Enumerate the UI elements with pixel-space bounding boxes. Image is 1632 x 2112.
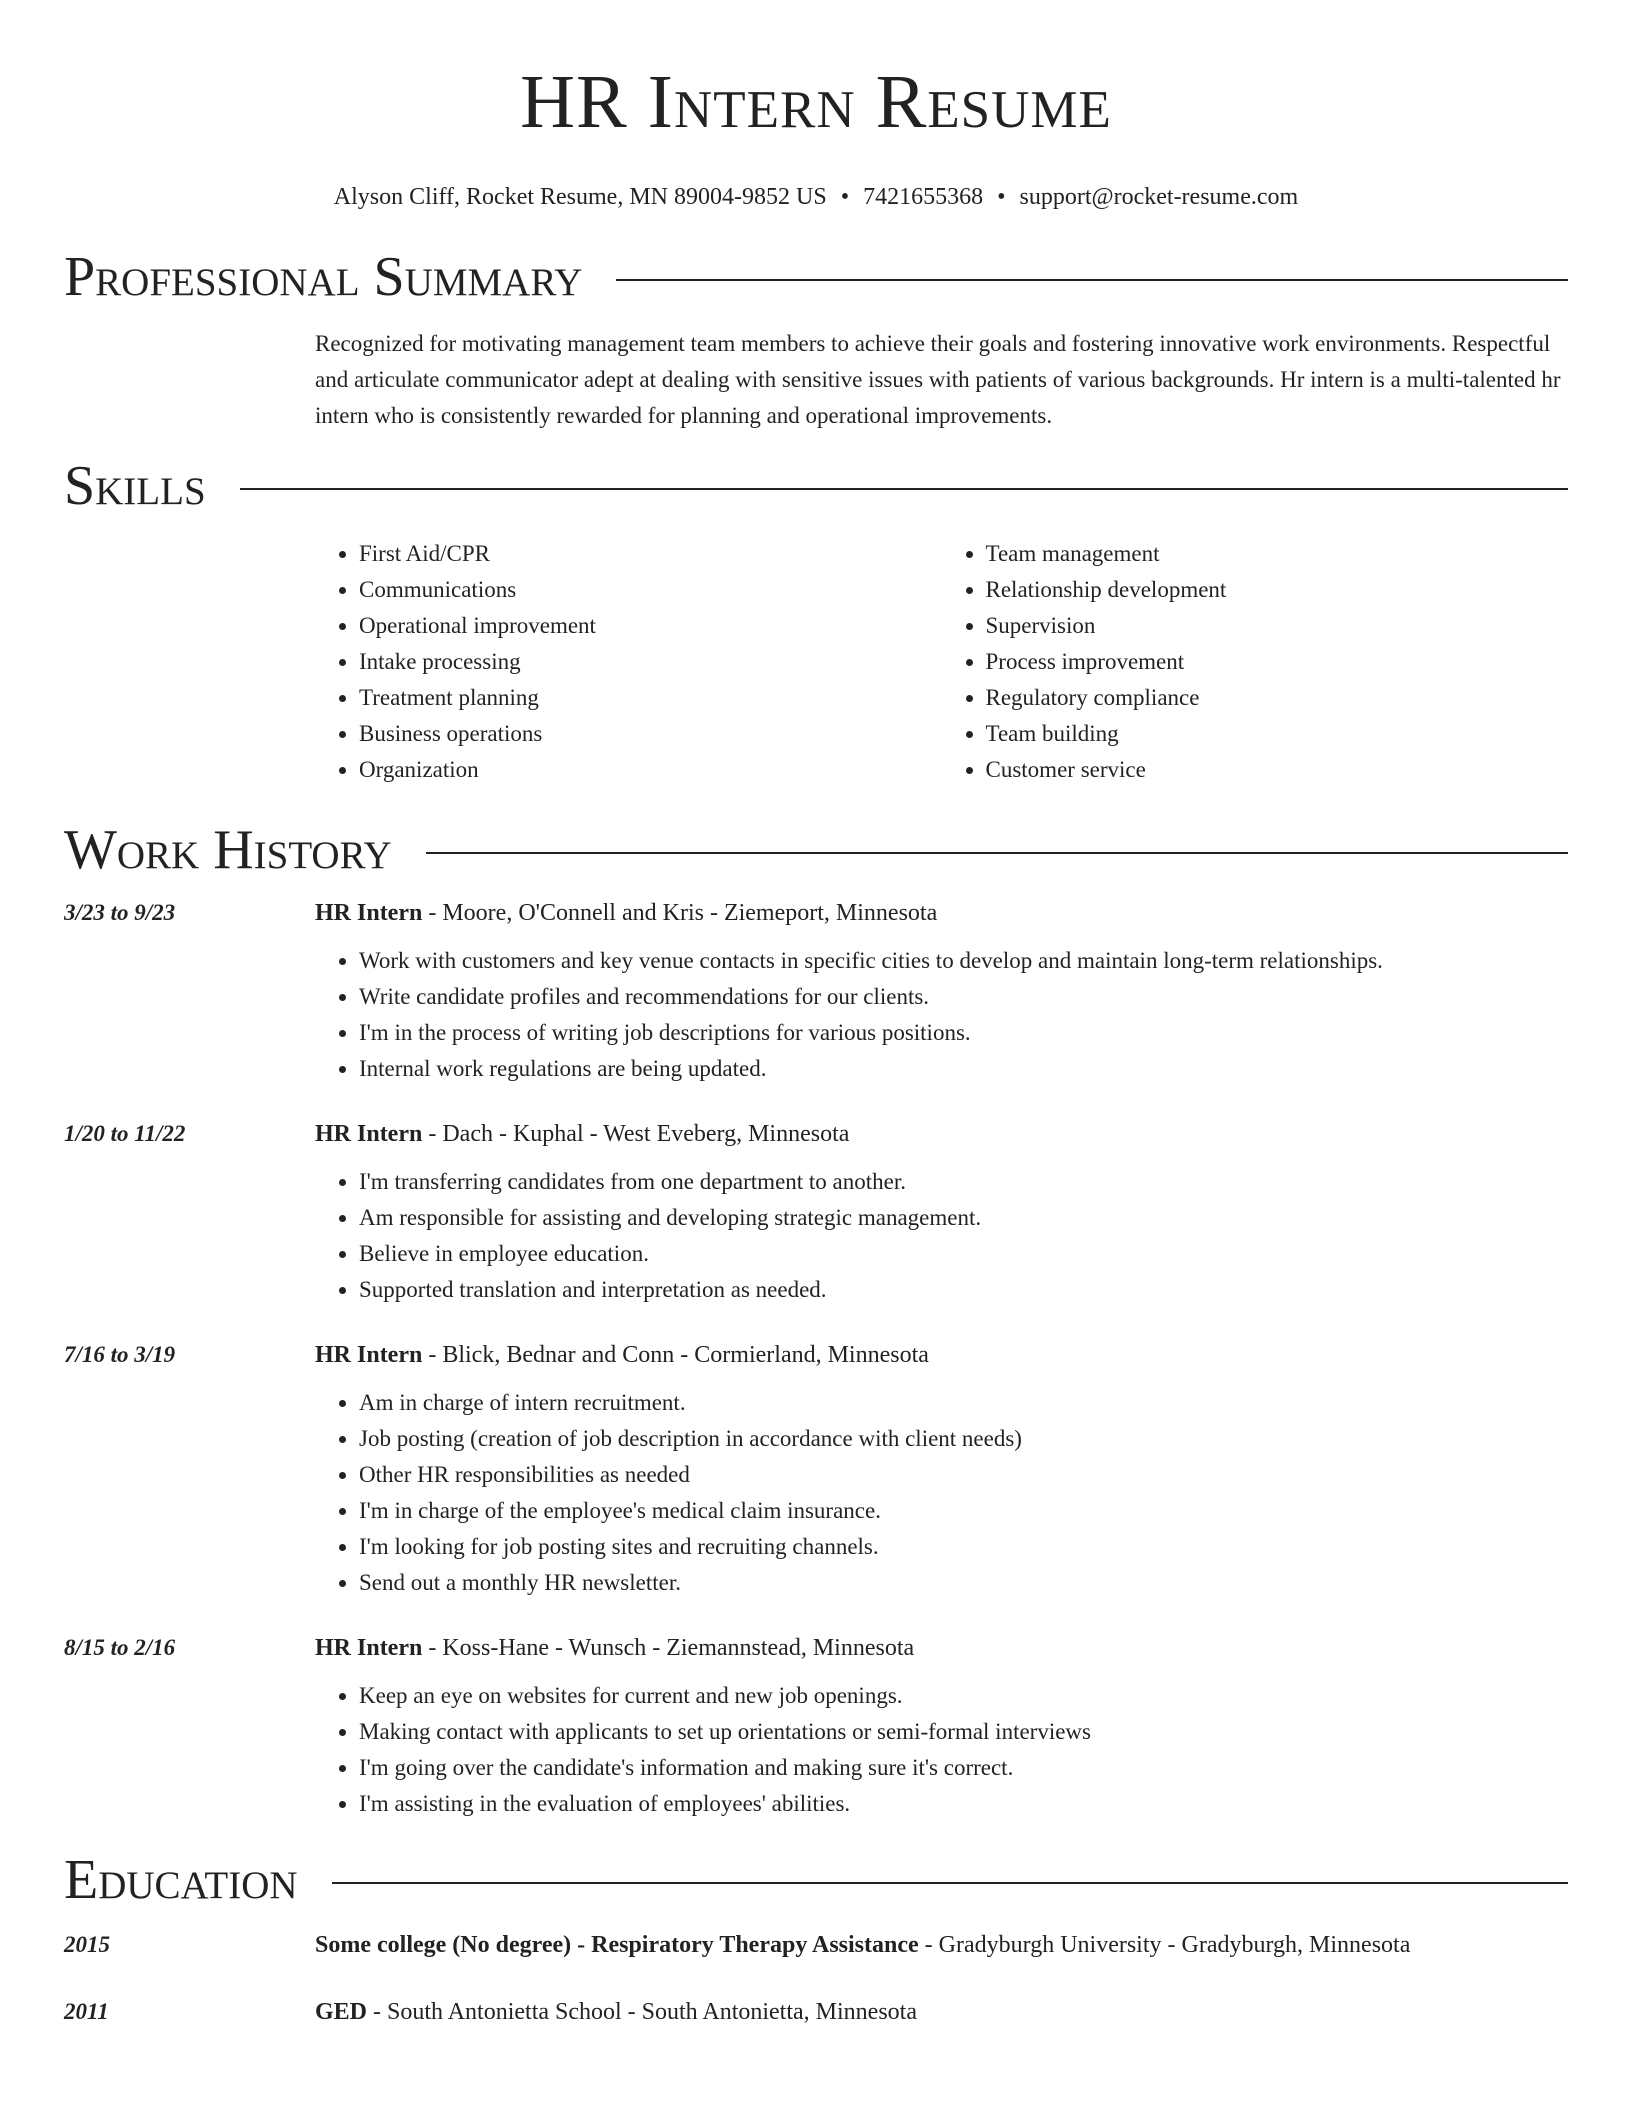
job-header — [64, 1121, 1568, 1148]
job-employer: - Moore, O'Connell and Kris - Ziemeport, Minnesota — [422, 900, 938, 926]
skill-item: • Treatment planning — [359, 680, 942, 716]
education-line — [315, 1999, 917, 2026]
education-heading: Education — [64, 1849, 298, 1911]
job-entry — [64, 1342, 1568, 1601]
skill-item: • Supervision — [986, 608, 1569, 644]
skill-item: • Intake processing — [359, 644, 942, 680]
job-bullet: • I'm assisting in the evaluation of employees' abilities. — [359, 1786, 1568, 1822]
work-section-header — [64, 818, 1568, 882]
skill-item: • Communications — [359, 572, 942, 608]
job-bullet: • I'm going over the candidate's information and making sure it's correct. — [359, 1750, 1568, 1786]
summary-section-header — [64, 245, 1568, 309]
contact-line — [64, 182, 1568, 212]
job-dates: 8/15 to 2/16 — [64, 1635, 176, 1660]
education-line — [315, 1932, 1410, 1959]
job-employer: - Dach - Kuphal - West Eveberg, Minnesota — [422, 1121, 850, 1147]
job-title: HR Intern — [315, 1635, 423, 1661]
job-title-line — [315, 900, 937, 927]
job-bullet: • Am responsible for assisting and developing strategic management. — [359, 1200, 1568, 1236]
job-bullet: • Work with customers and key venue contacts in specific cities to develop and maintain long-term relationships. — [359, 943, 1568, 979]
education-degree: GED — [315, 1999, 368, 2025]
skills-heading: Skills — [64, 455, 206, 517]
skill-item: • Team management — [986, 536, 1569, 572]
job-bullet: • Write candidate profiles and recommendations for our clients. — [359, 979, 1568, 1015]
job-bullet: • Job posting (creation of job description in accordance with client needs) — [359, 1421, 1568, 1457]
skills-column-left — [315, 536, 942, 788]
job-dates: 7/16 to 3/19 — [64, 1342, 176, 1367]
education-school: - South Antonietta School - South Antonietta, Minnesota — [367, 1999, 917, 2025]
skill-item: • Relationship development — [986, 572, 1569, 608]
education-entry — [64, 1999, 1568, 2026]
skill-item: • First Aid/CPR — [359, 536, 942, 572]
job-bullets — [315, 1164, 1568, 1308]
education-entry — [64, 1932, 1568, 1959]
contact-email: support@rocket-resume.com — [1019, 184, 1299, 210]
job-bullet: • Supported translation and interpretation as needed. — [359, 1272, 1568, 1308]
skills-list — [315, 536, 1568, 788]
job-bullet: • Believe in employee education. — [359, 1236, 1568, 1272]
job-title: HR Intern — [315, 900, 423, 926]
job-header — [64, 1635, 1568, 1662]
section-divider — [426, 852, 1568, 854]
skill-item: • Operational improvement — [359, 608, 942, 644]
job-employer: - Koss-Hane - Wunsch - Ziemannstead, Minnesota — [422, 1635, 915, 1661]
section-divider — [240, 488, 1568, 490]
job-employer: - Blick, Bednar and Conn - Cormierland, Minnesota — [422, 1342, 929, 1368]
job-title-line — [315, 1342, 929, 1369]
job-header — [64, 1342, 1568, 1369]
job-bullet: • Send out a monthly HR newsletter. — [359, 1565, 1568, 1601]
skill-item: • Team building — [986, 716, 1569, 752]
job-dates: 1/20 to 11/22 — [64, 1121, 186, 1146]
skill-item: • Regulatory compliance — [986, 680, 1569, 716]
job-title-line — [315, 1121, 849, 1148]
education-degree: Some college (No degree) - Respiratory Therapy Assistance — [315, 1932, 919, 1958]
education-school: - Gradyburgh University - Gradyburgh, Minnesota — [918, 1932, 1411, 1958]
section-divider — [616, 279, 1568, 281]
job-bullet: • Making contact with applicants to set up orientations or semi-formal interviews — [359, 1714, 1568, 1750]
job-bullets — [315, 943, 1568, 1087]
skills-column-right — [942, 536, 1569, 788]
job-bullets — [315, 1385, 1568, 1601]
job-entry — [64, 900, 1568, 1087]
contact-address: Alyson Cliff, Rocket Resume, MN 89004-9852 US — [333, 184, 827, 210]
resume-title: HR Intern Resume — [520, 60, 1112, 144]
skill-item: • Customer service — [986, 752, 1569, 788]
skill-item: • Organization — [359, 752, 942, 788]
job-title: HR Intern — [315, 1342, 423, 1368]
summary-text: Recognized for motivating management team members to achieve their goals and fostering innovative work environments. Respectful and articulate communicator adept at dealing with sensitive issues with patients of various backgrounds. Hr intern is a multi-talented hr intern who is consistently rewarded for planning and operational improvements. — [315, 331, 1561, 428]
resume-page — [64, 0, 1568, 2026]
job-bullet: • Internal work regulations are being updated. — [359, 1051, 1568, 1087]
job-title: HR Intern — [315, 1121, 423, 1147]
job-bullets — [315, 1678, 1568, 1822]
contact-phone: 7421655368 — [863, 184, 984, 210]
summary-heading: Professional Summary — [64, 246, 583, 308]
skill-item: • Business operations — [359, 716, 942, 752]
skills-section-header — [64, 454, 1568, 518]
education-section-header — [64, 1848, 1568, 1912]
job-dates: 3/23 to 9/23 — [64, 900, 176, 925]
job-bullet: • I'm in the process of writing job descriptions for various positions. — [359, 1015, 1568, 1051]
job-entry — [64, 1121, 1568, 1308]
contact-separator: • — [840, 184, 850, 210]
work-heading: Work History — [64, 819, 392, 881]
education-year: 2015 — [64, 1932, 110, 1957]
job-bullet: • Other HR responsibilities as needed — [359, 1457, 1568, 1493]
job-bullet: • I'm in charge of the employee's medical claim insurance. — [359, 1493, 1568, 1529]
education-year: 2011 — [64, 1999, 109, 2024]
job-title-line — [315, 1635, 914, 1662]
job-bullet: • I'm looking for job posting sites and recruiting channels. — [359, 1529, 1568, 1565]
job-bullet: • Am in charge of intern recruitment. — [359, 1385, 1568, 1421]
skill-item: • Process improvement — [986, 644, 1569, 680]
job-header — [64, 900, 1568, 927]
job-bullet: • Keep an eye on websites for current and new job openings. — [359, 1678, 1568, 1714]
section-divider — [332, 1882, 1568, 1884]
contact-separator: • — [997, 184, 1006, 210]
job-bullet: • I'm transferring candidates from one department to another. — [359, 1164, 1568, 1200]
job-entry — [64, 1635, 1568, 1822]
